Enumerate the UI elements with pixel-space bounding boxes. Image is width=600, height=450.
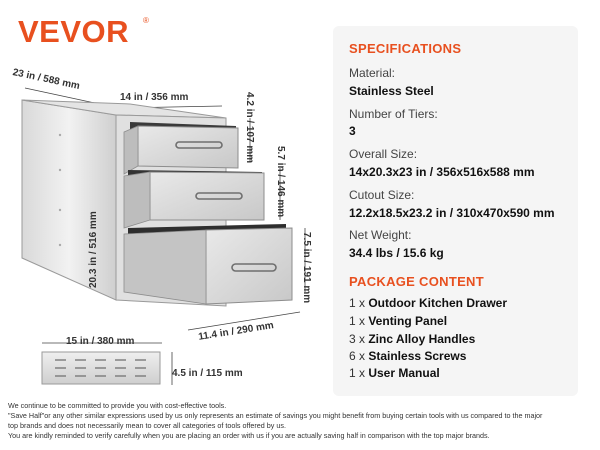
spec-label: Overall Size: [349,147,418,161]
footnote-line: "Save Half"or any other similar expressions used by us only represents an estimate of savings you might benefit from buying certain tools with us compared to the major [8,411,543,420]
package-content-title: PACKAGE CONTENT [349,274,484,289]
package-item: 1 x User Manual [349,366,440,380]
spec-value: 14x20.3x23 in / 356x516x588 mm [349,165,535,179]
product-illustration [0,60,335,390]
height-dimension-label: 20.3 in / 516 mm [88,211,99,288]
panel-height-label: 4.5 in / 115 mm [172,368,243,379]
footnote-line: We continue to be committed to provide you with cost-effective tools. [8,401,227,410]
spec-value: 34.4 lbs / 15.6 kg [349,246,444,260]
package-item: 1 x Outdoor Kitchen Drawer [349,296,508,310]
footnote-line: top brands and does not necessarily mean to cover all categories of tools offered by us. [8,421,286,430]
panel-width-label: 15 in / 380 mm [66,336,135,347]
spec-value: Stainless Steel [349,84,434,98]
bottom-drawer [124,224,292,304]
depth-dimension-label: 23 in / 588 mm [11,67,81,92]
registered-mark: ® [143,16,149,25]
spec-value: 3 [349,124,356,138]
venting-panel [42,352,160,384]
top-drawer [124,122,238,174]
spec-label: Number of Tiers: [349,107,438,121]
drawer-depth-label: 11.4 in / 290 mm [197,320,275,343]
package-item: 1 x Venting Panel [349,314,448,328]
spec-value: 12.2x18.5x23.2 in / 310x470x590 mm [349,206,555,220]
middle-drawer [124,170,264,228]
spec-label: Net Weight: [349,228,412,242]
spec-label: Material: [349,66,396,80]
spec-label: Cutout Size: [349,188,415,202]
top-drawer-height-label: 4.2 in / 107 mm [244,92,255,164]
brand-logo: VEVOR [18,14,130,49]
specifications-title: SPECIFICATIONS [349,41,462,56]
middle-drawer-height-label: 5.7 in / 146 mm [275,146,286,218]
bottom-drawer-height-label: 7.5 in / 191 mm [301,232,312,304]
package-item: 3 x Zinc Alloy Handles [349,332,476,346]
package-item: 6 x Stainless Screws [349,349,467,363]
footnote-line: You are kindly reminded to verify carefully when you are placing an order with us if you are actually saving half in comparison with the top major brands. [8,431,490,440]
specifications-panel [333,26,578,396]
width-dimension-label: 14 in / 356 mm [120,92,189,103]
